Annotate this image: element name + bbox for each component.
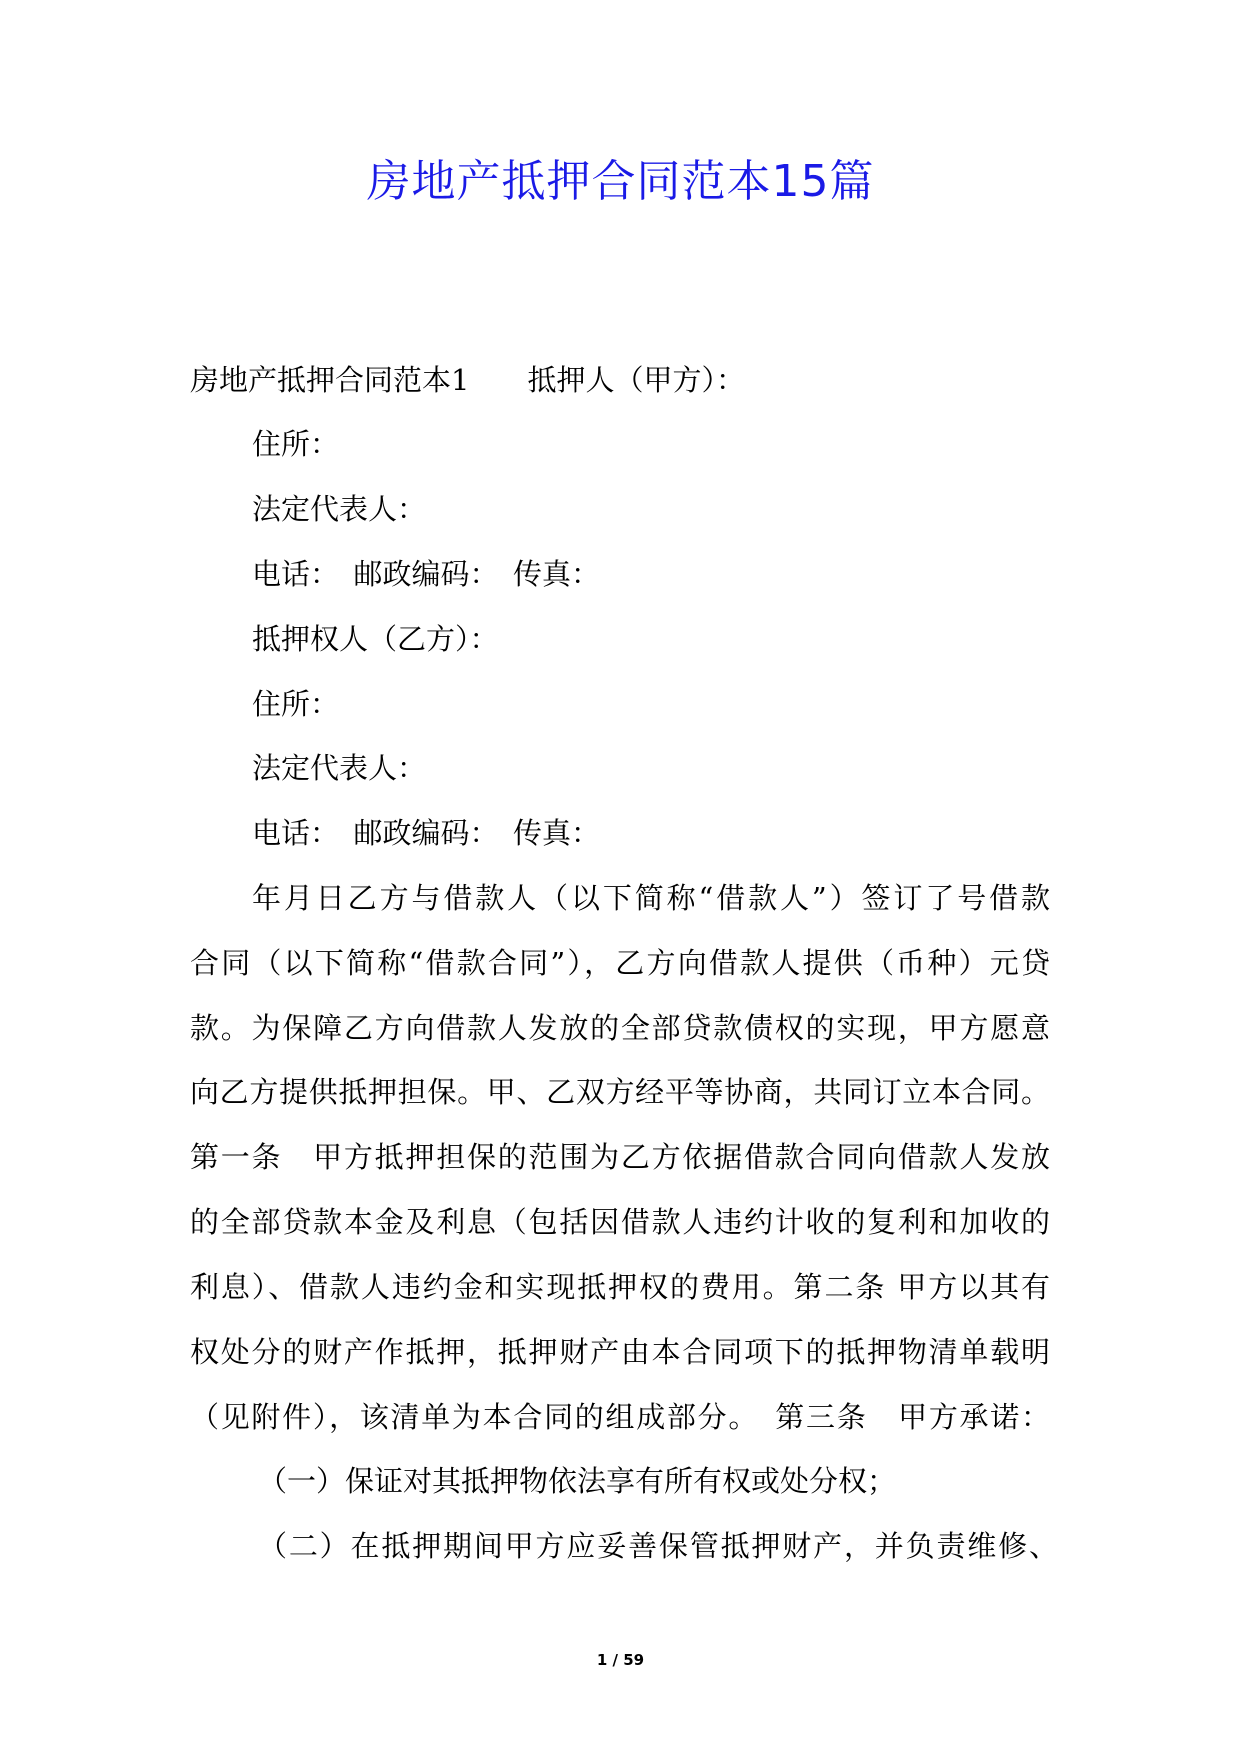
text-line: 电话： 邮政编码： 传真： <box>252 816 601 850</box>
text-line: 房地产抵押合同范本1 抵押人（甲方）： <box>190 363 745 397</box>
text-line: 权处分的财产作抵押，抵押财产由本合同项下的抵押物清单载明 <box>190 1335 1050 1369</box>
text-line: （二）在抵押期间甲方应妥善保管抵押财产，并负责维修、 <box>258 1529 1058 1563</box>
text-line: 合同（以下简称“借款合同”），乙方向借款人提供（币种）元贷 <box>190 946 1050 980</box>
text-line: 利息）、借款人违约金和实现抵押权的费用。第二条 甲方以其有 <box>190 1270 1050 1304</box>
text-line: 住所： <box>252 427 340 461</box>
text-line: 向乙方提供抵押担保。甲、乙双方经平等协商，共同订立本合同。 <box>190 1075 1050 1109</box>
text-line: 的全部贷款本金及利息（包括因借款人违约计收的复利和加收的 <box>190 1205 1050 1239</box>
text-line: 款。为保障乙方向借款人发放的全部贷款债权的实现，甲方愿意 <box>190 1011 1050 1045</box>
text-line: 法定代表人： <box>252 492 427 526</box>
document-title: 房地产抵押合同范本15篇 <box>366 156 875 207</box>
page-number: 1 / 59 <box>596 1651 645 1669</box>
text-line: 年月日乙方与借款人（以下简称“借款人”）签订了号借款 <box>252 881 1050 915</box>
text-line: 法定代表人： <box>252 751 427 785</box>
text-line: 住所： <box>252 687 340 721</box>
text-line: 第一条 甲方抵押担保的范围为乙方依据借款合同向借款人发放 <box>190 1140 1050 1174</box>
text-line: （见附件），该清单为本合同的组成部分。 第三条 甲方承诺： <box>190 1400 1050 1434</box>
text-line: （一）保证对其抵押物依法享有所有权或处分权； <box>258 1464 897 1498</box>
text-line: 电话： 邮政编码： 传真： <box>252 557 601 591</box>
text-line: 抵押权人（乙方）： <box>252 622 499 656</box>
